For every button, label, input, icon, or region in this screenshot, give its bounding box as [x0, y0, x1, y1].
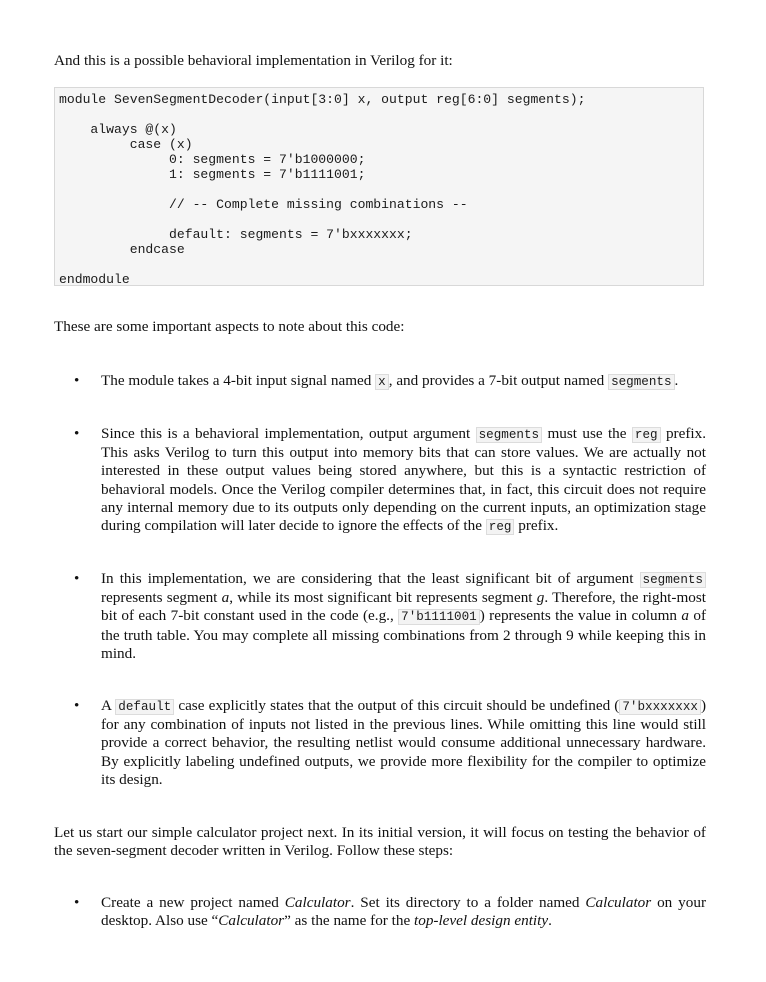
inline-code: default	[115, 699, 174, 715]
inline-code: 7'bxxxxxxx	[619, 699, 701, 715]
list-item-text: In this implementation, we are considering that the least significant bit of argument segments represents segment a, while its most significant bit represents segment g. Therefore, the right-most bit of each 7-bit constant used in the code (e.g., 7'b1111001 ) represents the value in column a of the truth table. You may complete all missing combinations from 2 through 9 while keeping this in mind.	[101, 570, 707, 662]
inline-code: x	[375, 374, 389, 390]
bullet-symbol: •	[74, 570, 80, 587]
list-item-text: Since this is a behavioral implementation, output argument segments must use the reg prefix. This asks Verilog to turn this output into memory bits that can store values. We are actually not interested in these output values being stored anywhere, but this is a syntactic restriction of behavioral models. Once the Verilog compiler determines that, in fact, this circuit does not require any internal memory due to its outputs only depending on the current inputs, an optimization stage during compilation will later decide to ignore the effects of the reg prefix.	[101, 425, 707, 535]
list-item-text: The module takes a 4-bit input signal named x , and provides a 7-bit output named segments .	[101, 372, 679, 389]
intro-paragraph: And this is a possible behavioral implementation in Verilog for it:	[54, 52, 453, 69]
list-item-text: Create a new project named Calculator. Set its directory to a folder named Calculator on your desktop. Also use “Calculator” as the name for the top-level design entity.	[101, 894, 707, 930]
bullet-symbol: •	[74, 697, 80, 714]
inline-code: segments	[608, 374, 674, 390]
verilog-code-block: module SevenSegmentDecoder(input[3:0] x, output reg[6:0] segments); always @(x) case (x) 0: segments = 7'b1000000; 1: segments = 7'b1111001; // -- Complete missing combinations -- default: segments = 7'bxxxxxxx; endcase endmodule	[54, 87, 704, 286]
list-item-text: A default case explicitly states that the output of this circuit should be undefined ( 7'bxxxxxxx ) for any combination of inputs not listed in the previous lines. While omitting this line would still provide a correct behavior, the resulting netlist would consume additional unnecessary hardware. By explicitly labeling undefined outputs, we provide more flexibility for the compiler to optimize its design.	[101, 697, 707, 788]
bullet-symbol: •	[74, 894, 80, 911]
aspects-heading: These are some important aspects to note about this code:	[54, 318, 405, 335]
inline-code: segments	[476, 427, 542, 443]
inline-code: reg	[632, 427, 661, 443]
bullet-symbol: •	[74, 372, 80, 389]
inline-code: 7'b1111001	[398, 609, 480, 625]
bullet-symbol: •	[74, 425, 80, 442]
inline-code: reg	[486, 519, 515, 535]
next-paragraph: Let us start our simple calculator project next. In its initial version, it will focus on testing the behavior of the seven-segment decoder written in Verilog. Follow these steps:	[54, 824, 706, 860]
inline-code: segments	[640, 572, 706, 588]
